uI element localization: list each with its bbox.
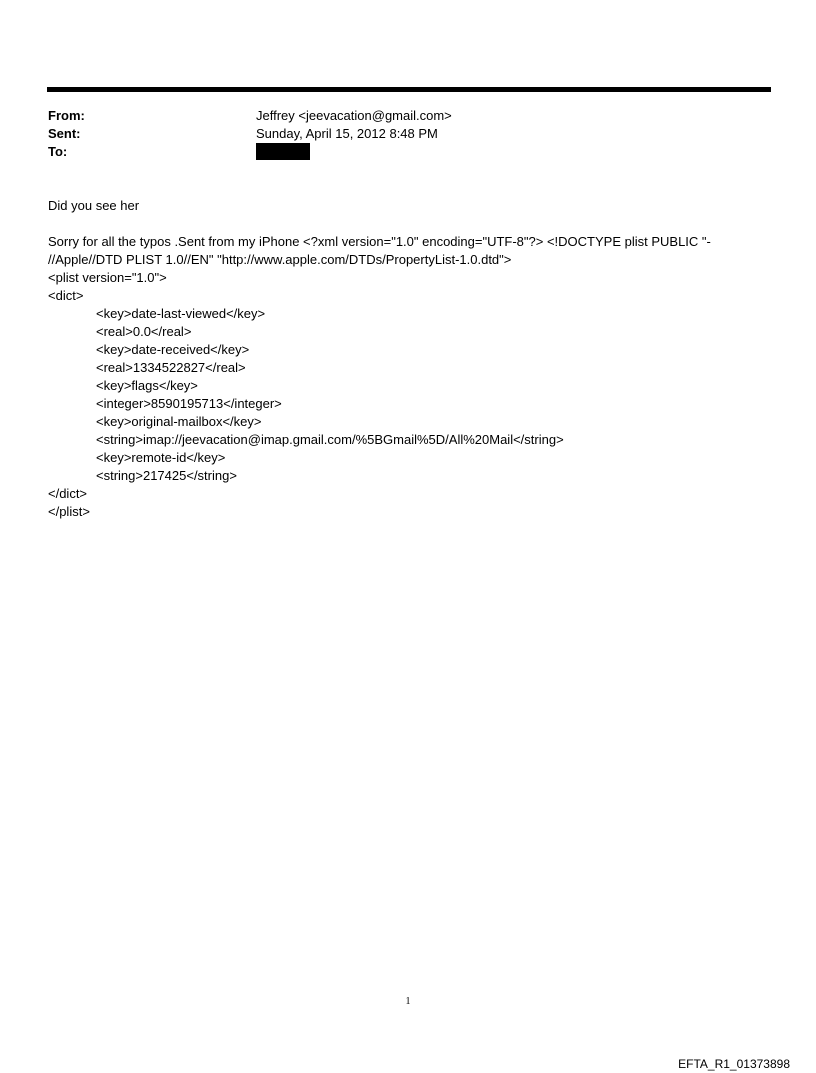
- email-body: [48, 197, 768, 521]
- top-divider-rule: [47, 87, 771, 92]
- from-value: Jeffrey <jeevacation@gmail.com>: [256, 108, 452, 123]
- plist-entry: <key>original-mailbox</key>: [96, 414, 262, 429]
- plist-entry: <key>date-received</key>: [96, 342, 250, 357]
- page-number: 1: [405, 996, 411, 1007]
- plist-entry: <key>date-last-viewed</key>: [96, 306, 266, 321]
- plist-entry: <integer>8590195713</integer>: [96, 396, 282, 411]
- plist-entry: <real>1334522827</real>: [96, 360, 246, 375]
- to-value: [256, 143, 310, 161]
- from-label: From:: [48, 108, 85, 123]
- sent-label: Sent:: [48, 126, 81, 141]
- plist-close-tag: </plist>: [48, 504, 90, 519]
- sent-row: [48, 125, 768, 143]
- plist-entry: <key>flags</key>: [96, 378, 198, 393]
- redaction-box: [256, 143, 310, 160]
- paragraph-gap: [48, 215, 768, 233]
- bates-number: EFTA_R1_01373898: [678, 1057, 790, 1071]
- dict-open-tag: <dict>: [48, 288, 84, 303]
- body-line-1: Sorry for all the typos .Sent from my iPhone <?xml version="1.0" encoding="UTF-8"?> <!DOCTYPE plist PUBLIC "-: [48, 234, 711, 249]
- plist-entry: <real>0.0</real>: [96, 324, 192, 339]
- plist-entry: <key>remote-id</key>: [96, 450, 226, 465]
- to-row: [48, 143, 768, 161]
- dict-close-tag: </dict>: [48, 486, 88, 501]
- to-label: To:: [48, 144, 68, 159]
- email-header: [48, 107, 768, 161]
- plist-entry: <string>217425</string>: [96, 468, 237, 483]
- from-row: [48, 107, 768, 125]
- greeting-line: Did you see her: [48, 198, 140, 213]
- body-line-2: //Apple//DTD PLIST 1.0//EN" "http://www.apple.com/DTDs/PropertyList-1.0.dtd">: [48, 252, 512, 267]
- plist-open-tag: <plist version="1.0">: [48, 270, 167, 285]
- plist-entry: <string>imap://jeevacation@imap.gmail.com/%5BGmail%5D/All%20Mail</string>: [96, 432, 564, 447]
- sent-value: Sunday, April 15, 2012 8:48 PM: [256, 126, 438, 141]
